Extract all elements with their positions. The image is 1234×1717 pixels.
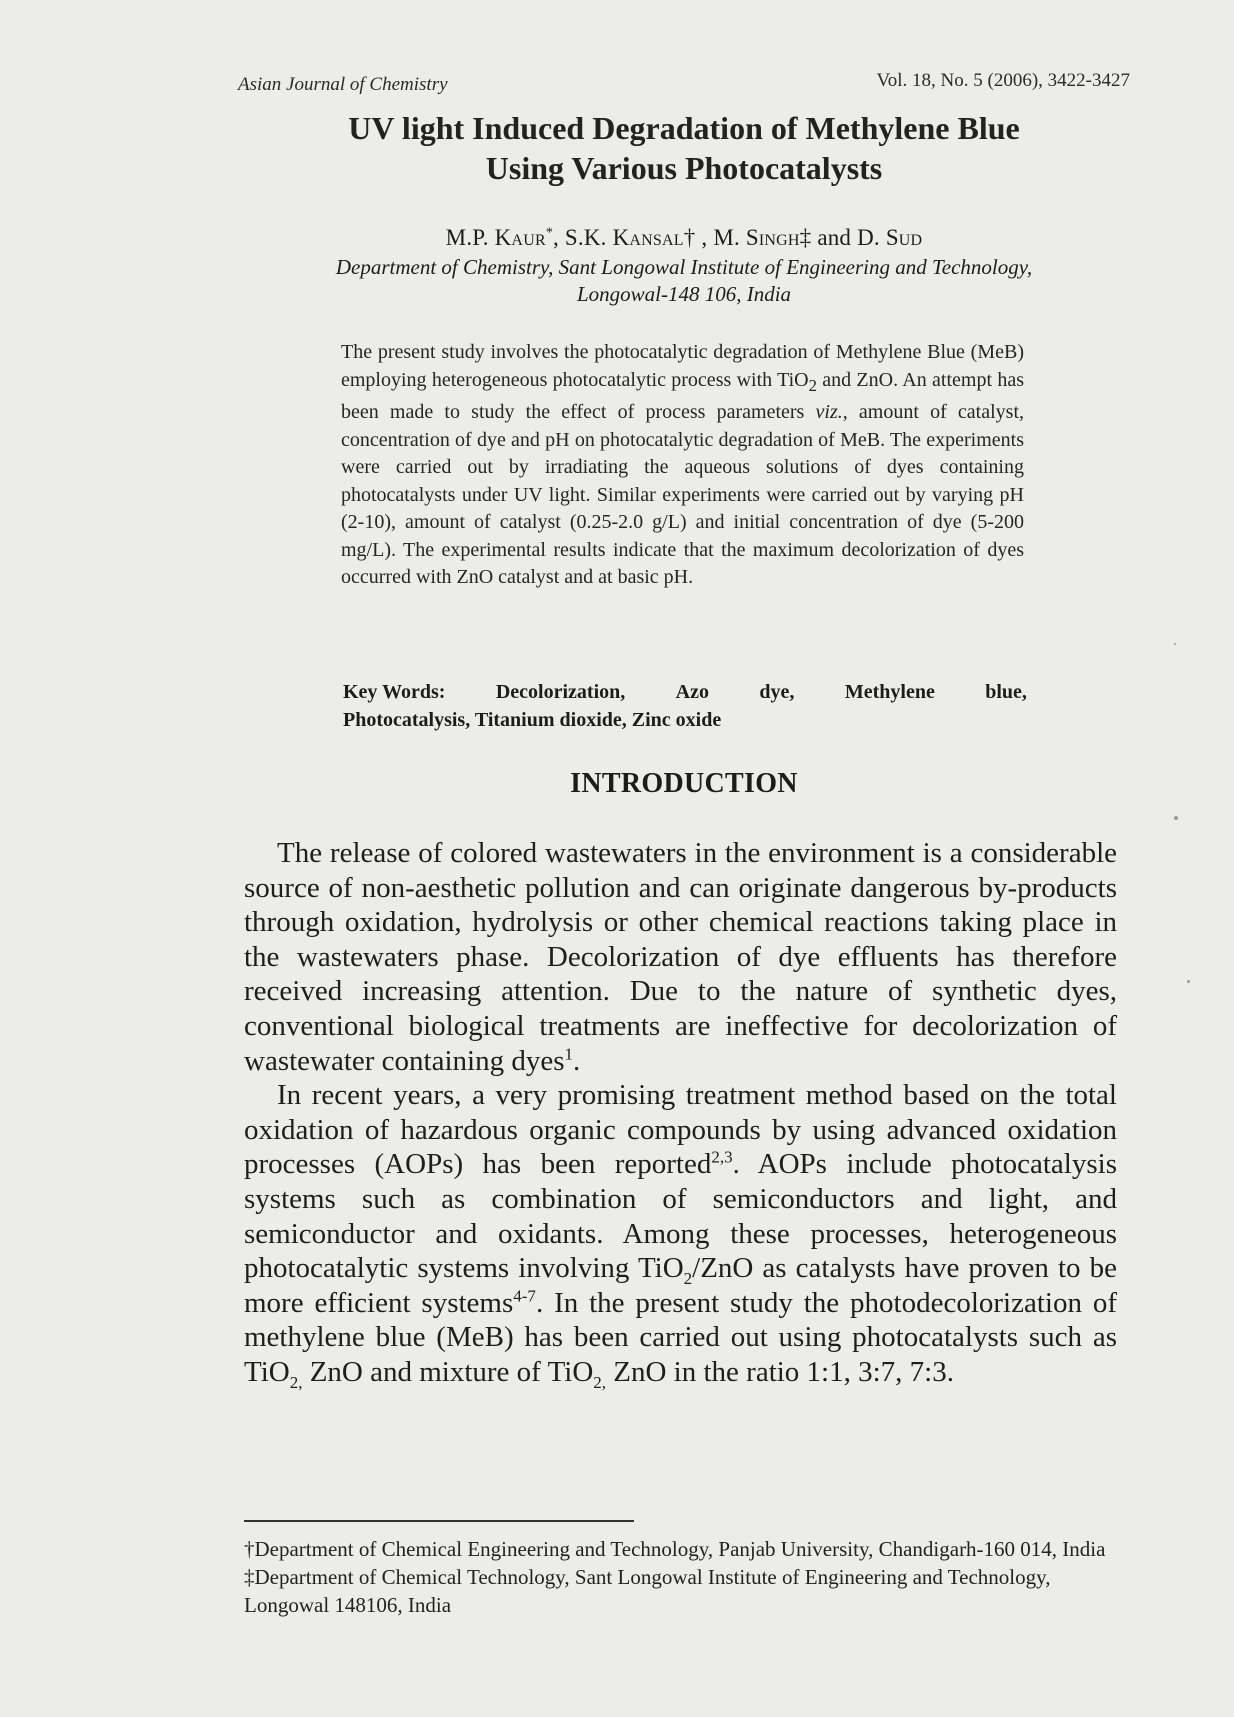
author-1-initials: M.P. <box>445 225 495 250</box>
intro-p2-text-e: ZnO and mixture of TiO <box>302 1355 594 1388</box>
subscript: 2, <box>593 1372 607 1392</box>
intro-p2-text-d: . In the present study the photodecolorization of methylene blue (MeB) has been carried out using photocatalysts such as TiO <box>244 1286 1117 1388</box>
keywords-label: Key Words: <box>343 681 446 703</box>
abstract-text-1: The present study involves the photocatalytic degradation of Methylene Blue (MeB) employing heterogeneous photocatalytic process with TiO <box>341 341 1024 391</box>
intro-p2-text-a: In recent years, a very promising treatment method based on the total oxidation of hazardous organic compounds by using advanced oxidation processes (AOPs) has been reported <box>244 1079 1117 1181</box>
section-heading: INTRODUCTION <box>570 768 798 799</box>
author-2-surname: Kansal <box>612 225 684 250</box>
keywords <box>343 678 1027 734</box>
subscript: 2 <box>683 1268 693 1288</box>
affiliation-line-2: Longowal-148 106, India <box>576 282 792 306</box>
intro-p2-text-b: . AOPs include photocatalysis systems such as combination of semiconductors and light, and semiconductor and oxidants. Among these processes, heterogeneous photocatalytic systems involving TiO <box>244 1148 1117 1285</box>
paper-title <box>238 108 1130 188</box>
author-4-surname: Sud <box>885 225 923 250</box>
author-1-surname: Kaur <box>494 225 546 250</box>
scan-speck <box>1174 816 1178 820</box>
footnotes <box>244 1535 1124 1619</box>
keywords-line-1 <box>343 678 1027 706</box>
volume-info: Vol. 18, No. 5 (2006), 3422-3427 <box>876 70 1130 91</box>
intro-p2-text-f: ZnO in the ratio 1:1, 3:7, 7:3. <box>606 1355 954 1388</box>
intro-p1-end: . <box>573 1044 581 1077</box>
subscript: 2, <box>289 1372 303 1392</box>
introduction-body <box>244 836 1117 1390</box>
author-3-initials: M. <box>713 225 746 250</box>
author-1-mark: * <box>545 225 554 241</box>
author-3-surname: Singh <box>745 225 800 250</box>
footnote-1: †Department of Chemical Engineering and Technology, Panjab University, Chandigarh-160 014, India <box>244 1537 1106 1561</box>
abstract-text-2: and ZnO. An attempt has been made to study the effect of process parameters <box>341 368 1024 423</box>
intro-paragraph-2 <box>244 1078 1117 1392</box>
affiliation-line-1: Department of Chemistry, Sant Longowal Institute of Engineering and Technology, <box>335 255 1033 279</box>
scan-speck <box>1187 980 1190 983</box>
keyword-1: Decolorization, <box>495 681 626 703</box>
keywords-line-2: Photocatalysis, Titanium dioxide, Zinc oxide <box>343 709 722 731</box>
author-2-initials: , S.K. <box>553 225 613 250</box>
intro-p1-text: The release of colored wastewaters in the environment is a considerable source of non-aesthetic pollution and can originate dangerous by-products through oxidation, hydrolysis or other chemical reactions taking place in the wastewaters phase. Decolorization of dye effluents has therefore received increasing attention. Due to the nature of synthetic dyes, conventional biological treatments are ineffective for decolorization of wastewater containing dyes <box>244 837 1117 1077</box>
title-line-2: Using Various Photocatalysts <box>485 150 883 186</box>
intro-paragraph-1 <box>244 836 1117 1078</box>
abstract-italic-viz: viz. <box>815 401 843 423</box>
citation-ref: 2,3 <box>711 1147 733 1167</box>
title-line-1: UV light Induced Degradation of Methylene Blue <box>348 110 1020 146</box>
keyword-3a: Methylene <box>844 681 935 703</box>
intro-p2-text-c: /ZnO as catalysts have proven to be more efficient systems <box>244 1252 1117 1319</box>
keyword-3b: blue, <box>985 681 1027 703</box>
author-3-mark: ‡ and <box>799 225 858 250</box>
footnote-2: ‡Department of Chemical Technology, Sant Longowal Institute of Engineering and Technology, Longowal 148106, India <box>244 1565 1051 1617</box>
affiliation <box>238 254 1130 308</box>
citation-ref: 4-7 <box>513 1286 536 1306</box>
footnote-divider <box>244 1520 634 1522</box>
abstract <box>341 339 1024 592</box>
journal-name: Asian Journal of Chemistry <box>238 74 448 95</box>
keyword-2a: Azo <box>675 681 709 703</box>
author-2-mark: † , <box>683 225 714 250</box>
author-list <box>238 225 1130 251</box>
citation-ref: 1 <box>564 1043 574 1063</box>
abstract-text-3: , amount of catalyst, concentration of dye and pH on photocatalytic degradation of MeB. The experiments were carried out by irradiating the aqueous solutions of dyes containing photocatalysts under UV light. Similar experiments were carried out by varying pH (2-10), amount of catalyst (0.25-2.0 g/L) and initial concentration of dye (5-200 mg/L). The experimental results indicate that the maximum decolorization of dyes occurred with ZnO catalyst and at basic pH. <box>341 401 1025 588</box>
scan-speck <box>1174 643 1176 645</box>
abstract-subscript: 2 <box>808 375 817 395</box>
keyword-2b: dye, <box>759 681 795 703</box>
author-4-initials: D. <box>857 225 886 250</box>
abstract-paragraph <box>341 339 1024 592</box>
